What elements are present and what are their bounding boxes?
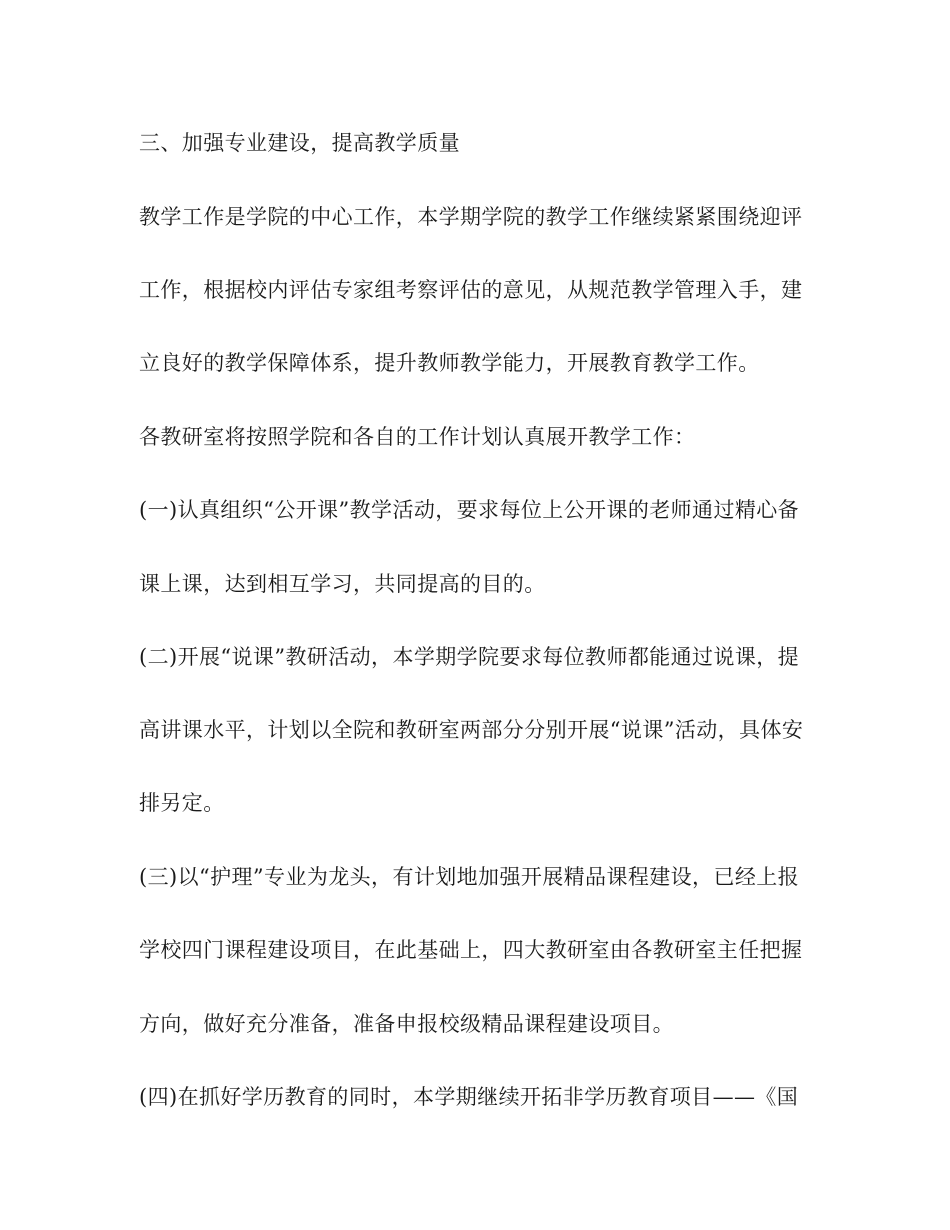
text-line: 课上课，达到相互学习，共同提高的目的。 (139, 572, 546, 596)
text-line: (三)以“护理”专业为龙头，有计划地加强开展精品课程建设，已经上报 (139, 865, 800, 889)
text-line: 各教研室将按照学院和各自的工作计划认真展开教学工作： (139, 425, 696, 449)
text-line: 方向，做好充分准备，准备申报校级精品课程建设项目。 (139, 1012, 674, 1036)
text-line: 学校四门课程建设项目，在此基础上，四大教研室由各教研室主任把握 (139, 938, 803, 962)
text-line: 教学工作是学院的中心工作，本学期学院的教学工作继续紧紧围绕迎评 (139, 205, 803, 229)
text-line: 排另定。 (139, 791, 225, 815)
text-line: 高讲课水平，计划以全院和教研室两部分分别开展“说课”活动，具体安 (139, 718, 804, 742)
text-line: (二)开展“说课”教研活动，本学期学院要求每位教师都能通过说课，提 (139, 645, 800, 669)
text-line: (四)在抓好学历教育的同时，本学期继续开拓非学历教育项目——《国 (139, 1085, 799, 1109)
text-line: 工作，根据校内评估专家组考察评估的意见，从规范教学管理入手，建 (139, 278, 803, 302)
text-line: (一)认真组织“公开课”教学活动，要求每位上公开课的老师通过精心备 (139, 498, 800, 522)
section-heading: 三、加强专业建设，提高教学质量 (139, 131, 460, 155)
text-line: 立良好的教学保障体系，提升教师教学能力，开展教育教学工作。 (139, 351, 760, 375)
